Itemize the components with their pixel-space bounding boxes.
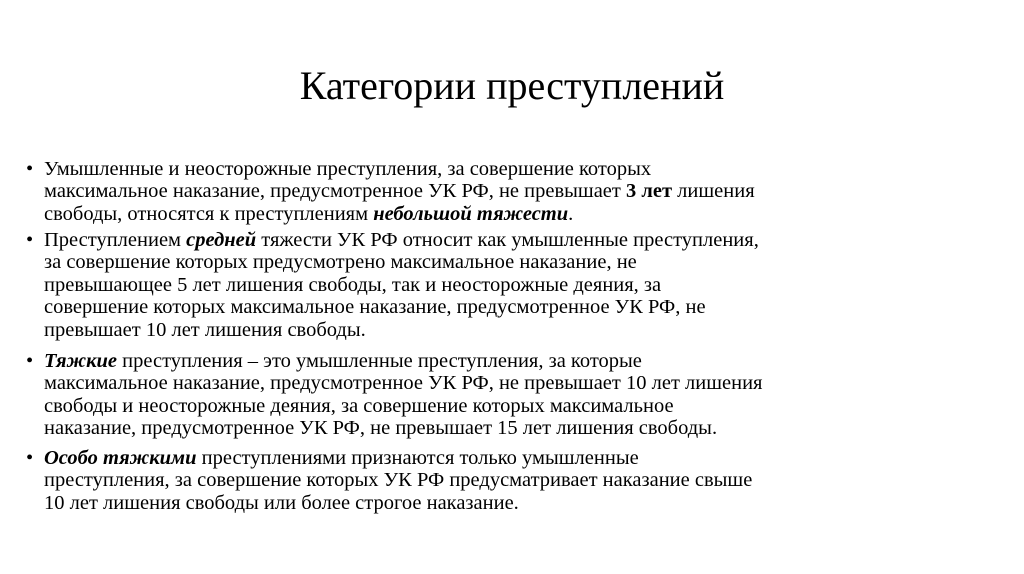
text-run: 10 лет лишения свободы или более строгое наказание. [44,491,519,514]
text-line [44,469,964,491]
text-run: преступлениями признаются только умышленные [196,447,639,469]
emphasis-text: небольшой тяжести [373,202,569,225]
text-run: преступления – это умышленные преступления, за которые [117,350,642,372]
slide-title: Категории преступлений [299,63,725,108]
bullet-text [44,447,964,514]
text-run: преступления, за совершение которых УК РФ предусматривает наказание свыше [44,469,753,492]
bullet-item [26,158,964,225]
text-line [44,350,964,372]
bullet-dot-icon: • [26,158,34,180]
text-line [44,251,964,273]
text-run: максимальное наказание, предусмотренное УК РФ, не превышает 10 лет лишения [44,372,763,395]
text-run: превышает 10 лет лишения свободы. [44,318,366,341]
text-line [44,319,964,341]
bullet-text [44,350,964,440]
bullet-text [44,158,964,225]
text-run: максимальное наказание, предусмотренное УК РФ, не превышает [44,180,626,203]
emphasis-text: Тяжкие [44,350,118,372]
text-line [44,274,964,296]
text-run: тяжести УК РФ относит как умышленные преступления, [256,229,759,251]
text-run: свободы и неосторожные деяния, за совершение которых максимальное [44,394,674,417]
text-line [44,492,964,514]
text-run: за совершение которых предусмотрено максимальное наказание, не [44,251,637,274]
text-run: свободы, относятся к преступлениям [44,202,374,225]
bullet-text [44,229,964,341]
text-line [44,158,964,180]
text-run: Умышленные и неосторожные преступления, за совершение которых [44,158,652,180]
emphasis-text: 3 лет [626,180,673,203]
text-line [44,395,964,417]
bullet-item [26,229,964,341]
text-line [44,296,964,318]
text-run: лишения [672,180,755,203]
bullet-dot-icon: • [26,350,34,372]
text-line [44,372,964,394]
text-line [44,203,964,225]
text-line [44,417,964,439]
text-run: Преступлением [44,229,187,251]
bullet-item [26,447,964,514]
text-run: . [568,202,574,225]
bullet-item [26,350,964,440]
emphasis-text: Особо тяжкими [44,447,197,469]
bullet-dot-icon: • [26,447,34,469]
text-line [44,447,964,469]
text-run: совершение которых максимальное наказание, предусмотренное УК РФ, не [44,296,706,319]
text-line [44,180,964,202]
text-line [44,229,964,251]
text-run: наказание, предусмотренное УК РФ, не превышает 15 лет лишения свободы. [44,417,718,440]
text-run: превышающее 5 лет лишения свободы, так и неосторожные деяния, за [44,273,662,296]
bullet-dot-icon: • [26,229,34,251]
emphasis-text: средней [186,229,257,251]
